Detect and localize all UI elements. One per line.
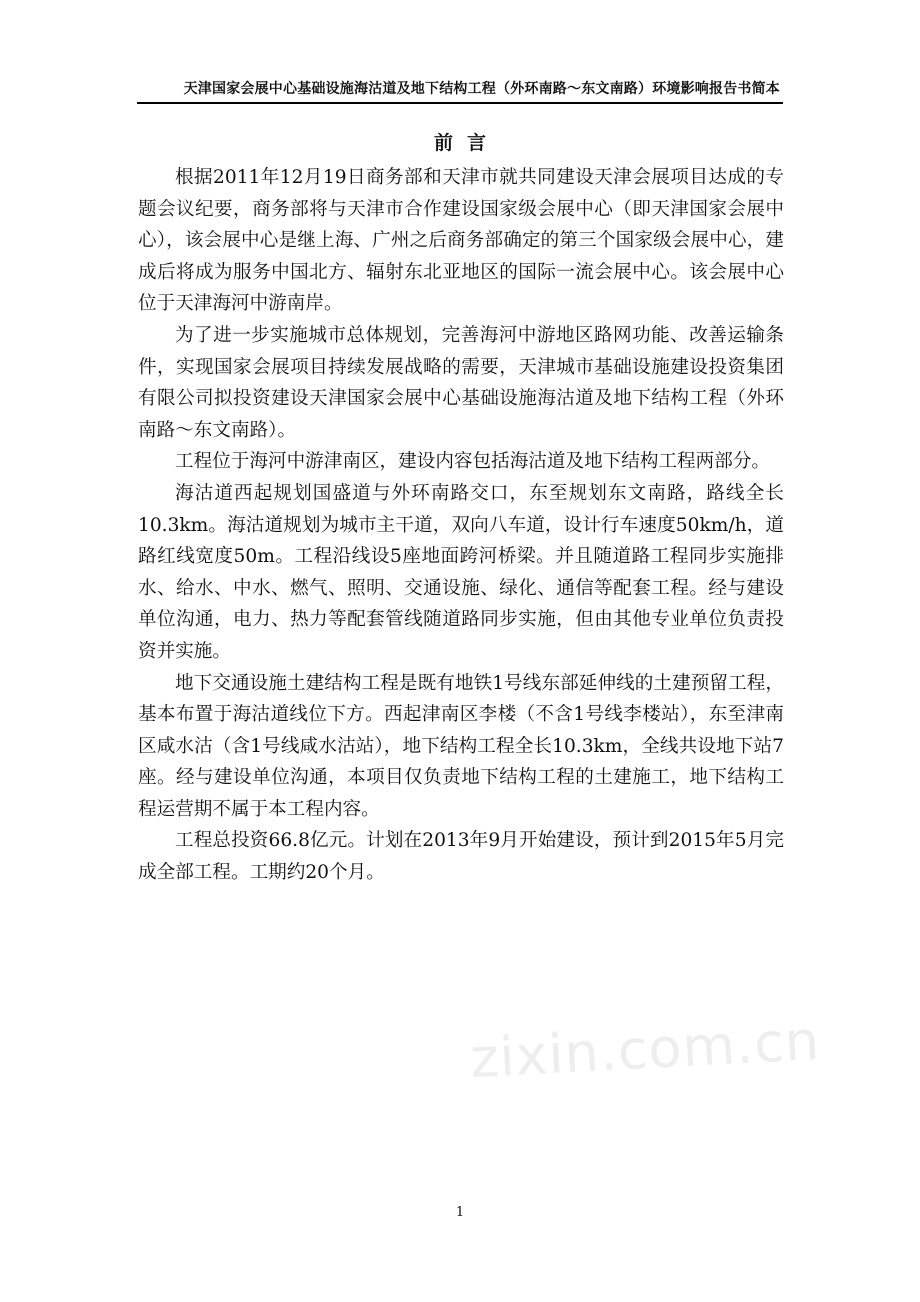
- page-number: 1: [455, 1205, 465, 1220]
- watermark: zixin.com.cn: [468, 1008, 822, 1091]
- section-title: 前言: [433, 132, 500, 154]
- paragraph-background: 根据2011年12月19日商务部和天津市就共同建设天津会展项目达成的专题会议纪要，商务部将与天津市合作建设国家级会展中心（即天津国家会展中心），该会展中心是继上海、广州之后商务部确定的第三个国家级会展中心，建成后将成为服务中国北方、辐射东北亚地区的国际一流会展中心。该会展中心位于天津海河中游南岸。: [138, 167, 784, 315]
- document-body: [138, 162, 784, 889]
- paragraph-road-scope: 海沽道西起规划国盛道与外环南路交口，东至规划东文南路，路线全长10.3km。海沽道规划为城市主干道，双向八车道，设计行车速度50km/h，道路红线宽度50m。工程沿线设5座地面跨河桥梁。并且随道路工程同步实施排水、给水、中水、燃气、照明、交通设施、绿化、通信等配套工程。经与建设单位沟通，电力、热力等配套管线随道路同步实施，但由其他专业单位负责投资并实施。: [138, 482, 784, 662]
- paragraph-location: 工程位于海河中游津南区，建设内容包括海沽道及地下结构工程两部分。: [175, 451, 771, 473]
- paragraph-underground-structure: 地下交通设施土建结构工程是既有地铁1号线东部延伸线的土建预留工程，基本布置于海沽道线位下方。西起津南区李楼（不含1号线李楼站），东至津南区咸水沽（含1号线咸水沽站），地下结构工程全长10.3km，全线共设地下站7座。经与建设单位沟通，本项目仅负责地下结构工程的土建施工，地下结构工程运营期不属于本工程内容。: [138, 672, 784, 820]
- header-divider: [137, 102, 783, 104]
- running-header: 天津国家会展中心基础设施海沽道及地下结构工程（外环南路～东文南路）环境影响报告书简本: [183, 81, 780, 97]
- paragraph-investment-schedule: 工程总投资66.8亿元。计划在2013年9月开始建设，预计到2015年5月完成全部工程。工期约20个月。: [138, 830, 784, 884]
- paragraph-purpose: 为了进一步实施城市总体规划，完善海河中游地区路网功能、改善运输条件，实现国家会展项目持续发展战略的需要，天津城市基础设施建设投资集团有限公司拟投资建设天津国家会展中心基础设施海沽道及地下结构工程（外环南路～东文南路）。: [138, 324, 784, 441]
